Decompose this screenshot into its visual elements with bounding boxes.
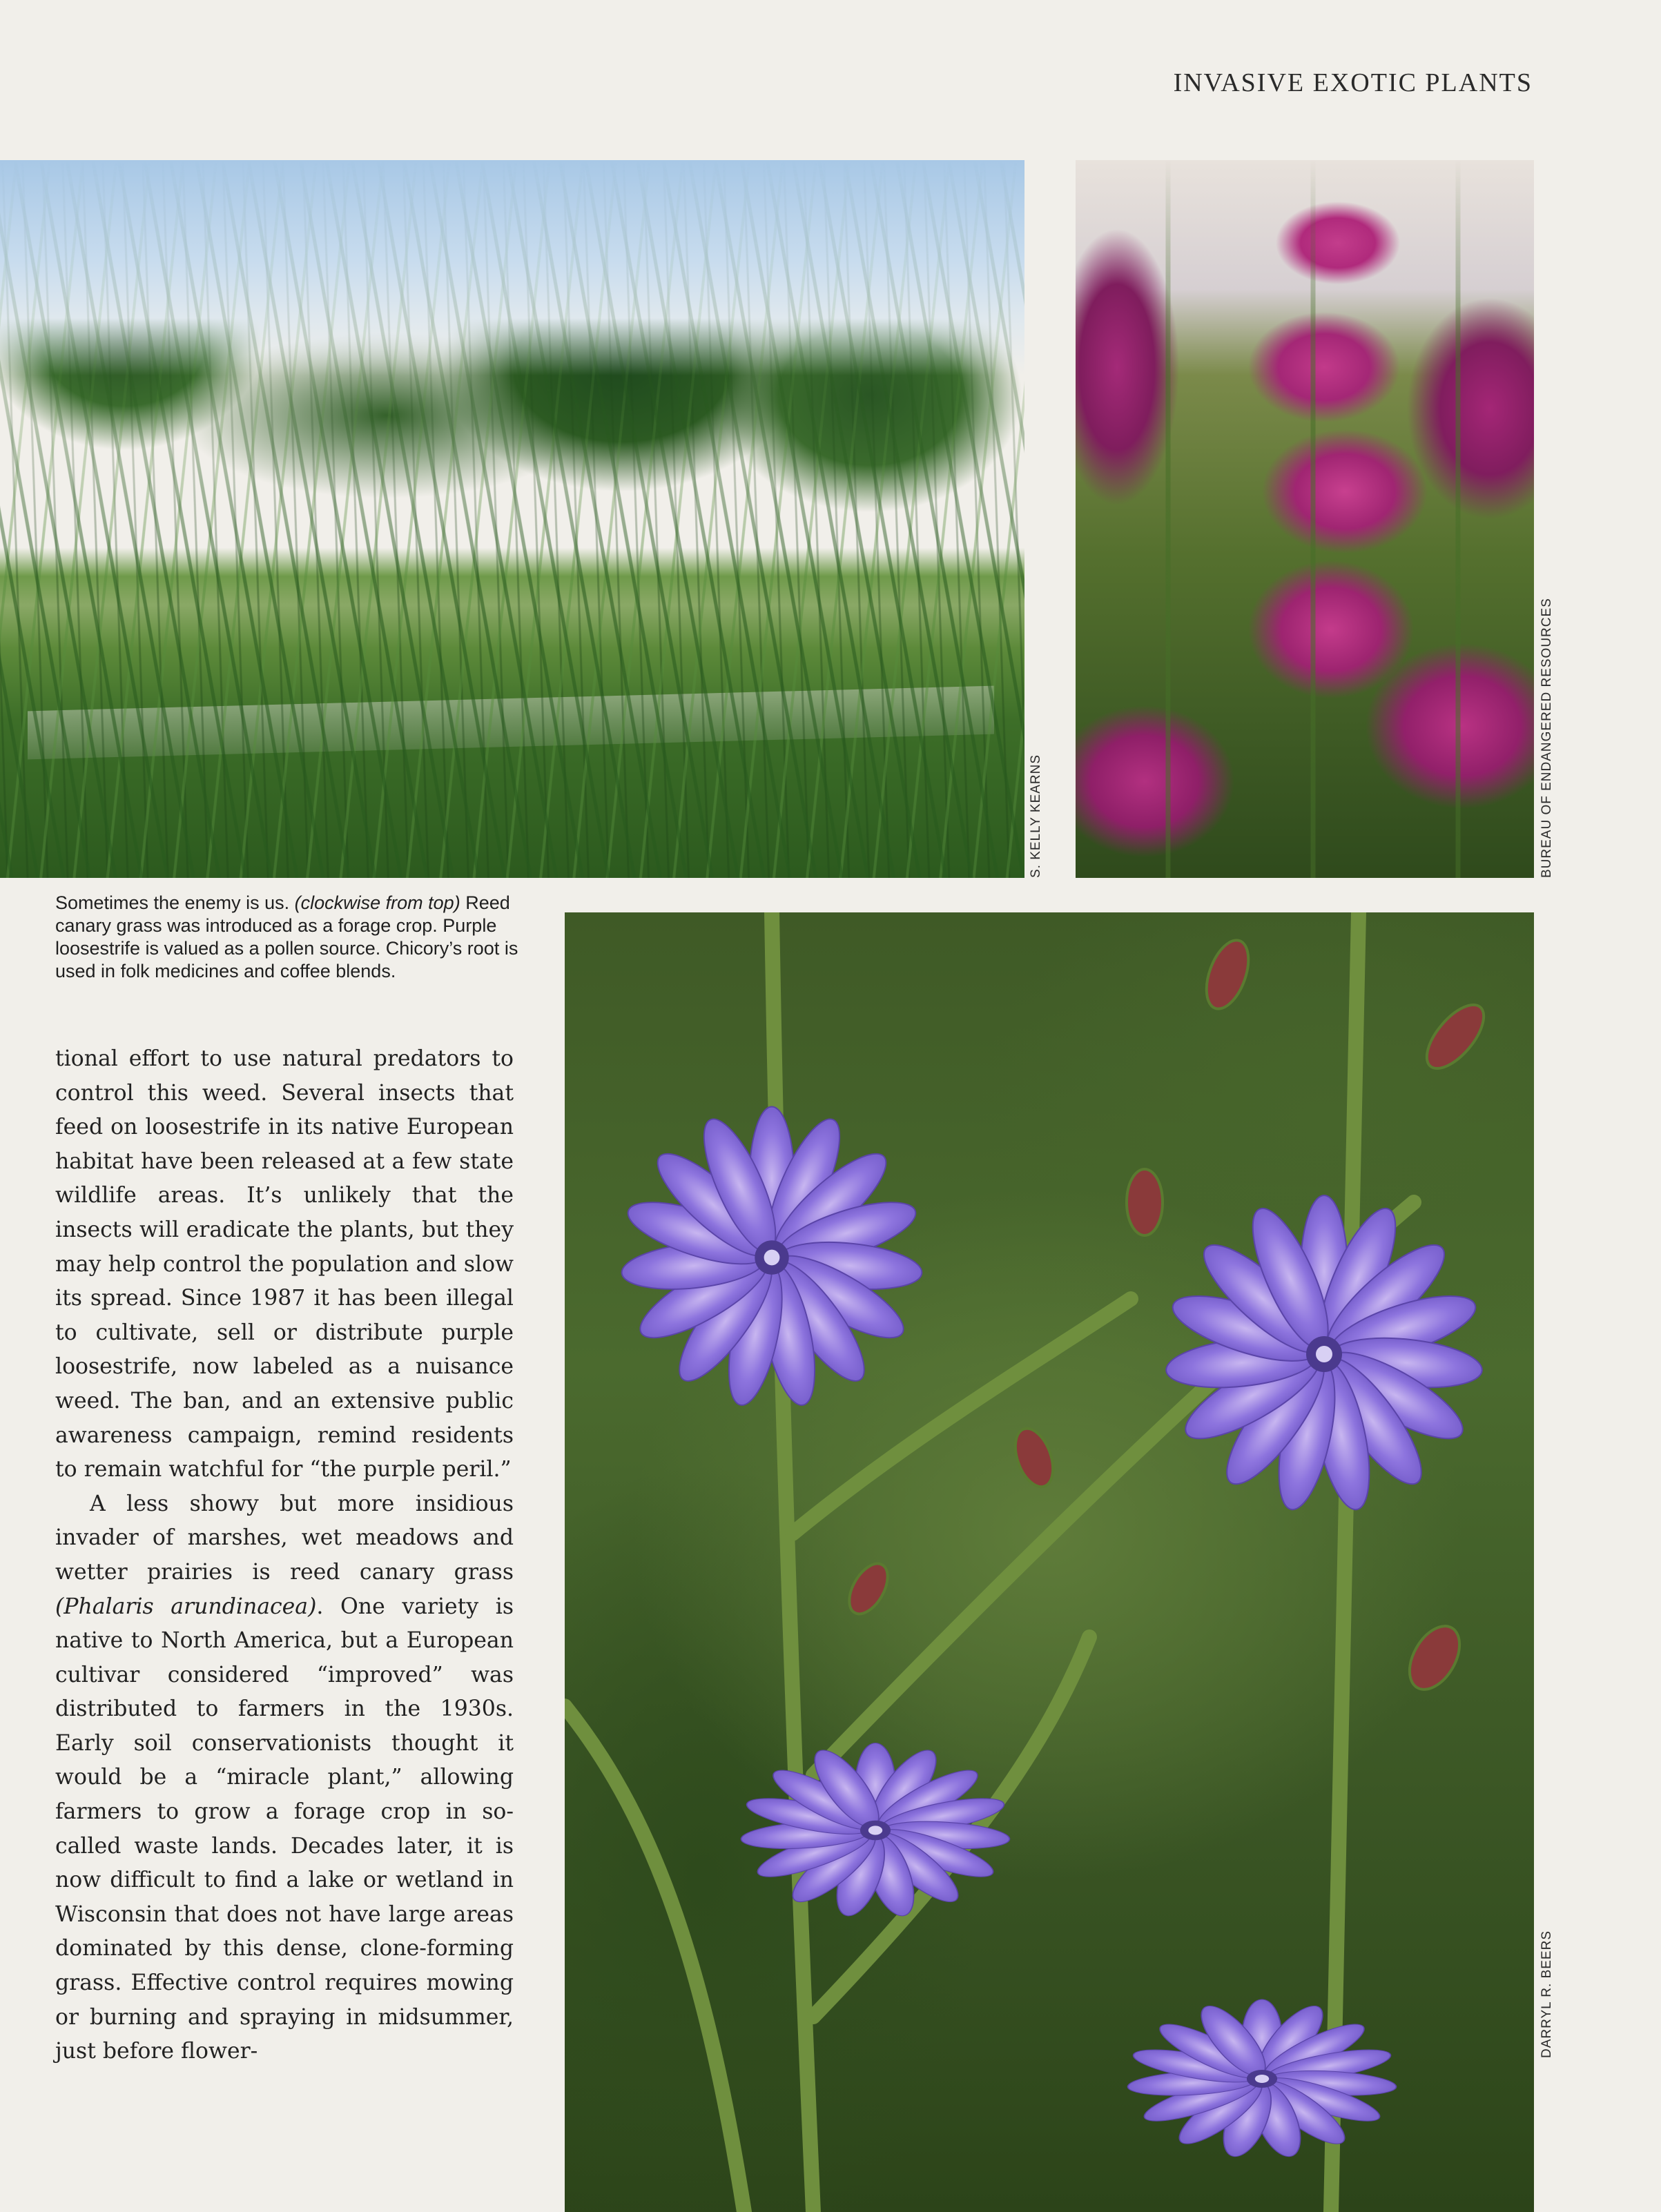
article-paragraph-2 xyxy=(55,1487,514,2069)
p2-after: . One variety is native to North America, but a European cultivar considered “improved” was distributed to farmers in the 1930s. Early soil conservationists thought it would be a “miracle plant,” allowing farmers to grow a forage crop in so-called waste lands. Decades later, it is now difficult to find a lake or wetland in Wisconsin that does not have large areas dominated by this dense, clone-forming grass. Effective control requires mowing or burning and spraying in midsummer, just before flower- xyxy=(55,1594,514,2064)
loosestrife-photo-credit: BUREAU OF ENDANGERED RESOURCES xyxy=(1539,598,1554,878)
chicory-photo xyxy=(565,912,1534,2212)
running-head: INVASIVE EXOTIC PLANTS xyxy=(1173,68,1533,97)
chicory-illustration xyxy=(565,912,1534,2212)
photo-caption xyxy=(55,892,525,983)
grass-photo-blades xyxy=(0,160,1024,878)
caption-lead: Sometimes the enemy is us. xyxy=(55,892,295,913)
grass-photo-credit: S. KELLY KEARNS xyxy=(1029,754,1043,878)
article-column xyxy=(55,1042,514,2069)
reed-canary-grass-photo xyxy=(0,160,1024,878)
caption-italic: (clockwise from top) xyxy=(294,892,460,913)
chicory-photo-credit: DARRYL R. BEERS xyxy=(1539,1930,1554,2058)
p2-scientific-name: (Phalaris arundinacea) xyxy=(55,1594,317,1619)
purple-loosestrife-photo xyxy=(1076,160,1534,878)
loosestrife-photo-stems xyxy=(1076,160,1534,878)
p2-before: A less showy but more insidious invader of marshes, wet meadows and wetter prairies is reed canary grass xyxy=(55,1491,514,1585)
article-paragraph-1: tional effort to use natural predators to control this weed. Several insects that feed on loosestrife in its native European habitat have been released at a few state wildlife areas. It’s unlikely that the insects will eradicate the plants, but they may help control the population and slow its spread. Since 1987 it has been illegal to cultivate, sell or distribute purple loosestrife, now labeled as a nuisance weed. The ban, and an extensive public awareness campaign, remind residents to remain watchful for “the purple peril.” xyxy=(55,1046,514,1482)
caption-rest: Reed canary grass was introduced as a forage crop. Purple loosestrife is valued as a pollen source. Chicory’s root is used in folk medicines and coffee blends. xyxy=(55,892,518,981)
